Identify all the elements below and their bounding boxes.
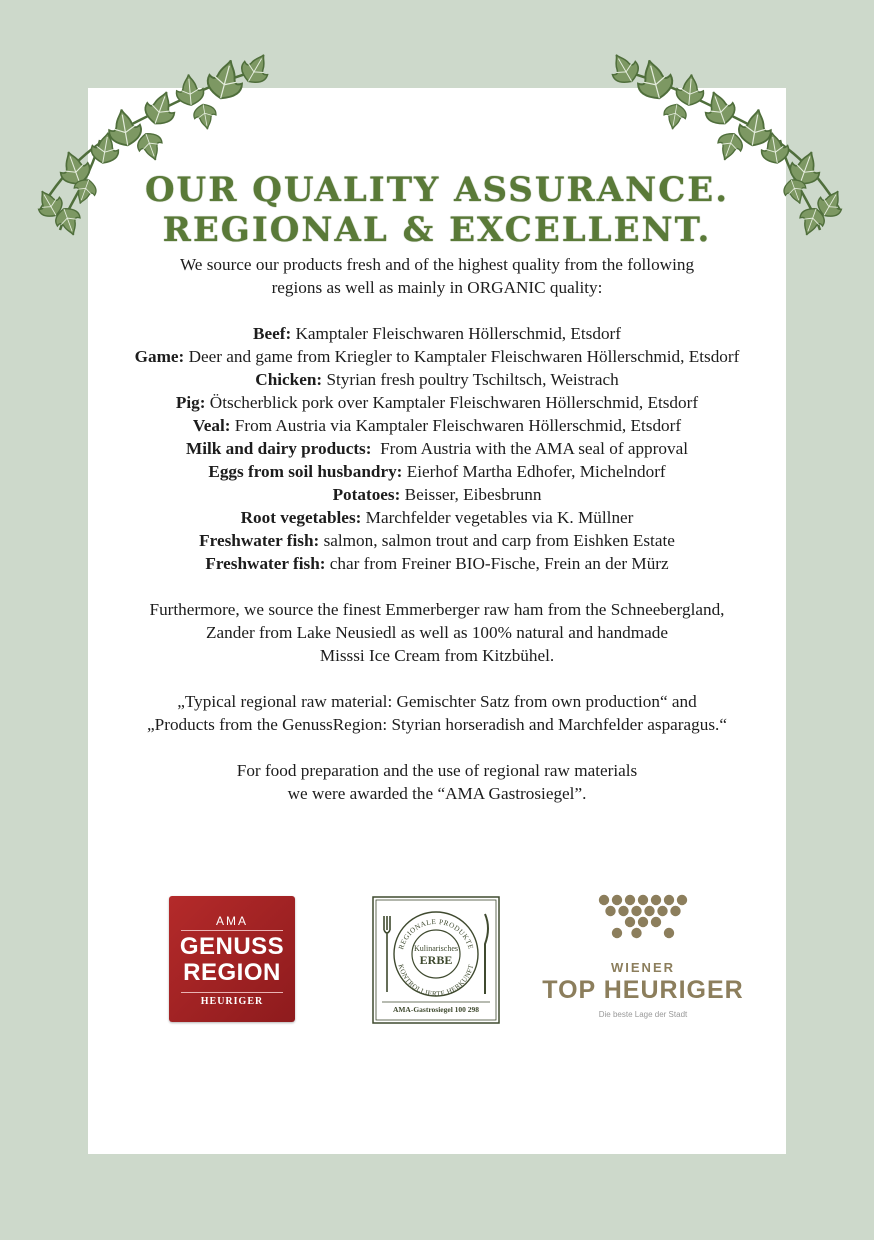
ama-genuss-region-logo: AMA GENUSS REGION HEURIGER	[169, 896, 295, 1022]
logos-row	[0, 880, 874, 1040]
furthermore-line-2: Zander from Lake Neusiedl as well as 100% natural and handmade	[206, 623, 668, 642]
source-item: Pig: Ötscherblick pork over Kamptaler Fleischwaren Höllerschmid, Etsdorf	[175, 393, 699, 412]
svg-text:KONTROLLIERTE HERKUNFT: KONTROLLIERTE HERKUNFT	[396, 963, 476, 999]
regional-line-1: „Typical regional raw material: Gemischter Satz from own production“ and	[177, 692, 697, 711]
kulinarisches-erbe-logo	[372, 896, 500, 1024]
furthermore-line-3: Misssi Ice Cream from Kitzbühel.	[319, 646, 555, 665]
sources-list	[0, 322, 874, 575]
svg-text:Kulinarisches: Kulinarisches	[414, 944, 458, 953]
source-item: Freshwater fish: char from Freiner BIO-Fische, Frein an der Mürz	[205, 554, 669, 573]
page-title	[0, 170, 874, 250]
award-line-1: For food preparation and the use of regional raw materials	[236, 761, 638, 780]
intro-line-1: We source our products fresh and of the highest quality from the following	[179, 255, 695, 274]
wiener-top-heuriger-logo: WIENER TOP HEURIGER Die beste Lage der Stadt	[533, 894, 753, 1034]
source-item: Chicken: Styrian fresh poultry Tschiltsch, Weistrach	[255, 370, 619, 389]
svg-text:REGIONALE PRODUKTE: REGIONALE PRODUKTE	[397, 917, 475, 951]
grape-dots-icon	[593, 894, 693, 944]
intro-line-2: regions as well as mainly in ORGANIC quality:	[271, 278, 603, 297]
source-item: Freshwater fish: salmon, salmon trout and carp from Eishken Estate	[199, 531, 675, 550]
source-item: Eggs from soil husbandry: Eierhof Martha Edhofer, Michelndorf	[208, 462, 666, 481]
svg-text:ERBE: ERBE	[419, 953, 453, 967]
furthermore-line-1: Furthermore, we source the finest Emmerberger raw ham from the Schneebergland,	[149, 600, 725, 619]
source-item: Milk and dairy products: From Austria with the AMA seal of approval	[186, 439, 688, 458]
content-body	[0, 253, 874, 805]
regional-line-2: „Products from the GenussRegion: Styrian horseradish and Marchfelder asparagus.“	[147, 715, 727, 734]
source-item: Root vegetables: Marchfelder vegetables via K. Müllner	[240, 508, 634, 527]
source-item: Beef: Kamptaler Fleischwaren Höllerschmid, Etsdorf	[253, 324, 621, 343]
title-line-1: OUR QUALITY ASSURANCE.	[144, 170, 730, 210]
source-item: Veal: From Austria via Kamptaler Fleischwaren Höllerschmid, Etsdorf	[192, 416, 682, 435]
source-item: Game: Deer and game from Kriegler to Kamptaler Fleischwaren Höllerschmid, Etsdorf	[134, 347, 740, 366]
svg-text:AMA-Gastrosiegel 100 298: AMA-Gastrosiegel 100 298	[392, 1005, 480, 1014]
source-item: Potatoes: Beisser, Eibesbrunn	[332, 485, 542, 504]
title-line-2: REGIONAL & EXCELLENT.	[162, 210, 712, 250]
award-line-2: we were awarded the “AMA Gastrosiegel”.	[287, 784, 587, 803]
